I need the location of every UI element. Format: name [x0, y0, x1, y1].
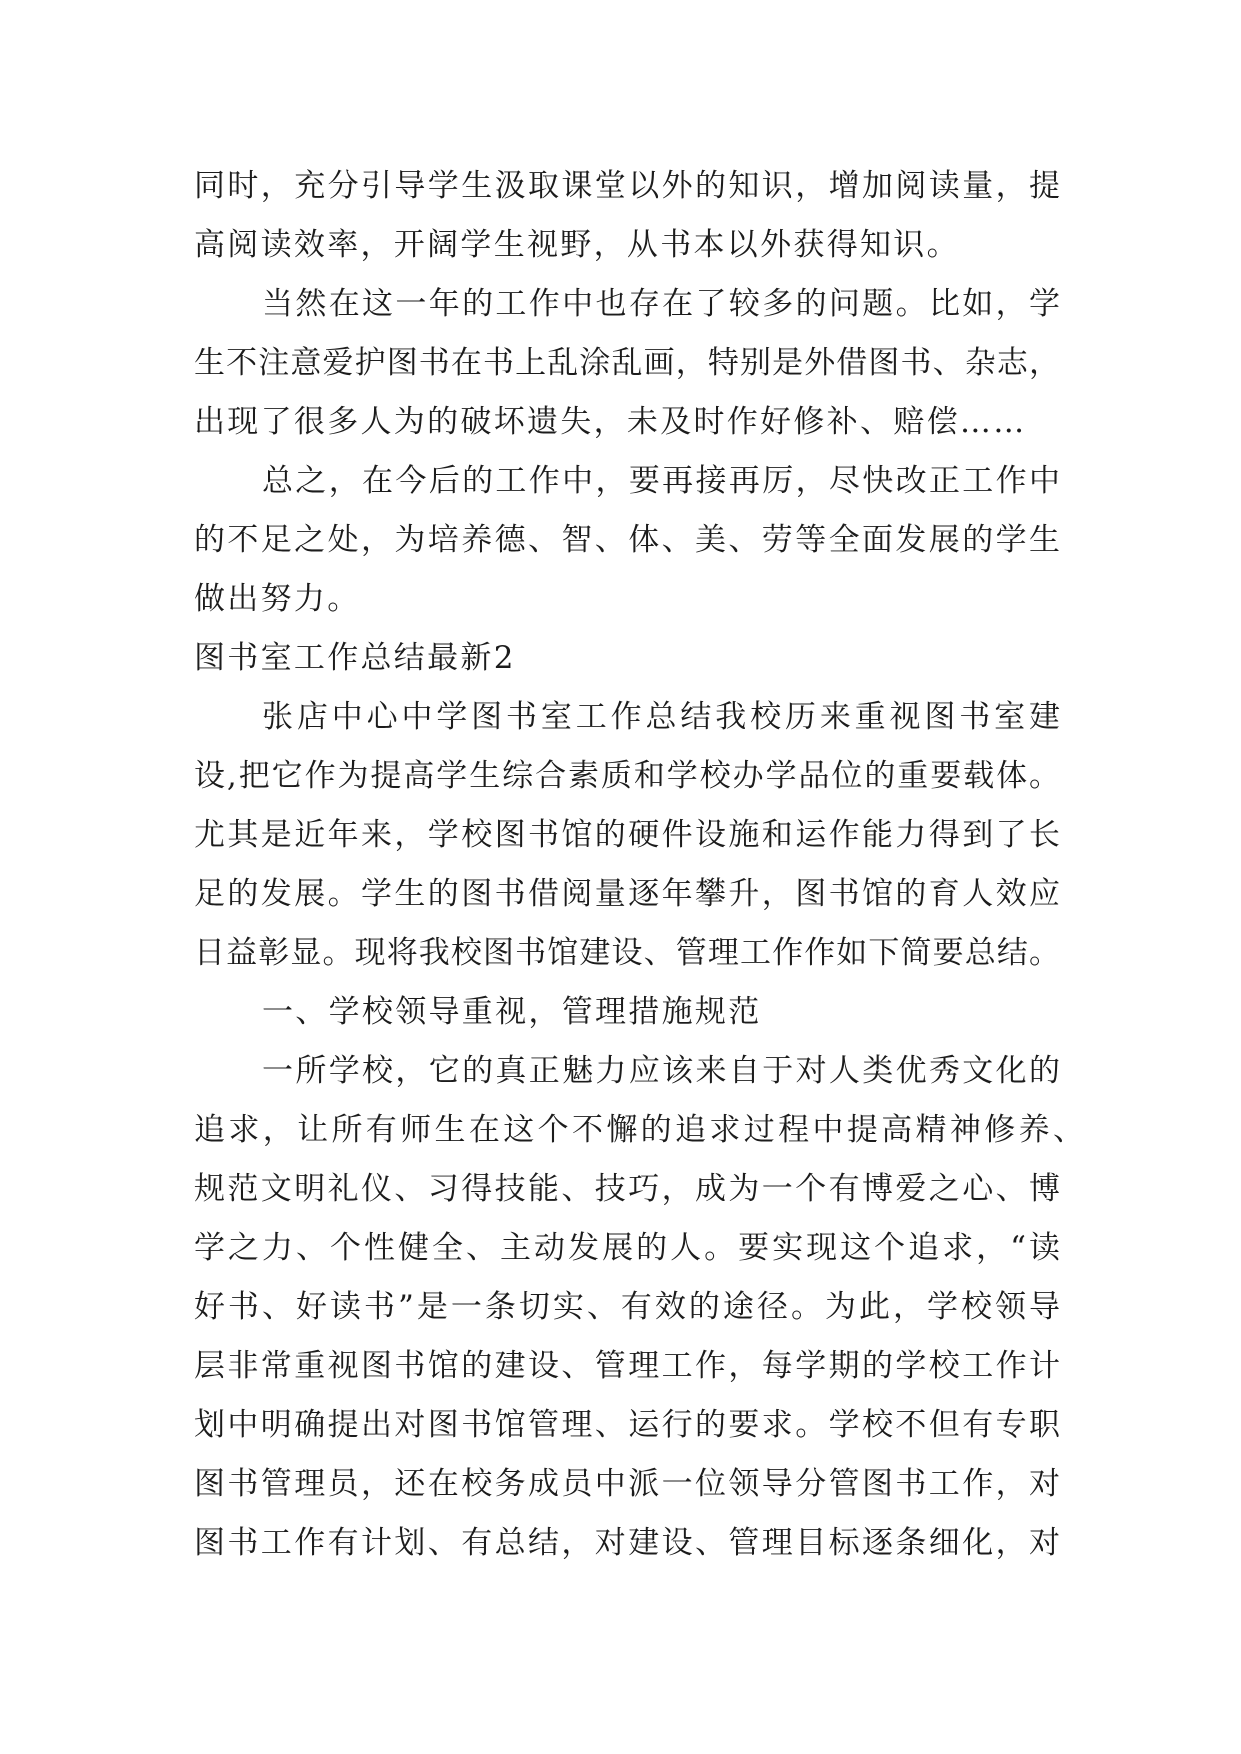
text-line: 图书工作有计划、有总结，对建设、管理目标逐条细化，对	[194, 1525, 1060, 1561]
text-line: 当然在这一年的工作中也存在了较多的问题。比如，学	[262, 286, 1060, 322]
paragraph	[194, 1042, 1084, 1573]
text-line: 层非常重视图书馆的建设、管理工作，每学期的学校工作计	[194, 1348, 1060, 1384]
paragraph	[194, 275, 1060, 452]
text-line: 总之，在今后的工作中，要再接再厉，尽快改正工作中	[262, 463, 1060, 499]
text-line: 高阅读效率，开阔学生视野，从书本以外获得知识。	[194, 227, 960, 263]
paragraph	[194, 157, 1060, 275]
text-line: 规范文明礼仪、习得技能、技巧，成为一个有博爱之心、博	[194, 1171, 1060, 1207]
text-line: 一所学校，它的真正魅力应该来自于对人类优秀文化的	[262, 1053, 1060, 1089]
text-line: 尤其是近年来，学校图书馆的硬件设施和运作能力得到了长	[194, 817, 1060, 853]
paragraph	[194, 688, 1060, 983]
text-line: 出现了很多人为的破坏遗失，未及时作好修补、赔偿……	[194, 404, 1027, 440]
section-title: 图书室工作总结最新2	[194, 640, 516, 676]
text-line: 好书、好读书”是一条切实、有效的途径。为此，学校领导	[194, 1289, 1060, 1325]
text-line: 设,把它作为提高学生综合素质和学校办学品位的重要载体。	[194, 758, 1060, 794]
text-line: 日益彰显。现将我校图书馆建设、管理工作作如下简要总结。	[194, 935, 1060, 971]
text-line: 学之力、个性健全、主动发展的人。要实现这个追求，“读	[194, 1230, 1060, 1266]
document-body	[194, 157, 1084, 1573]
text-line: 追求，让所有师生在这个不懈的追求过程中提高精神修养、	[194, 1112, 1084, 1148]
text-line: 生不注意爱护图书在书上乱涂乱画，特别是外借图书、杂志，	[194, 345, 1060, 381]
text-line: 图书管理员，还在校务成员中派一位领导分管图书工作，对	[194, 1466, 1060, 1502]
text-line: 划中明确提出对图书馆管理、运行的要求。学校不但有专职	[194, 1407, 1060, 1443]
text-line: 的不足之处，为培养德、智、体、美、劳等全面发展的学生	[194, 522, 1060, 558]
text-line: 足的发展。学生的图书借阅量逐年攀升，图书馆的育人效应	[194, 876, 1060, 912]
text-line: 张店中心中学图书室工作总结我校历来重视图书室建	[262, 699, 1060, 735]
text-line: 做出努力。	[194, 581, 361, 617]
subsection-heading: 一、学校领导重视，管理措施规范	[262, 994, 762, 1030]
paragraph	[194, 452, 1060, 629]
text-line: 同时，充分引导学生汲取课堂以外的知识，增加阅读量，提	[194, 168, 1060, 204]
